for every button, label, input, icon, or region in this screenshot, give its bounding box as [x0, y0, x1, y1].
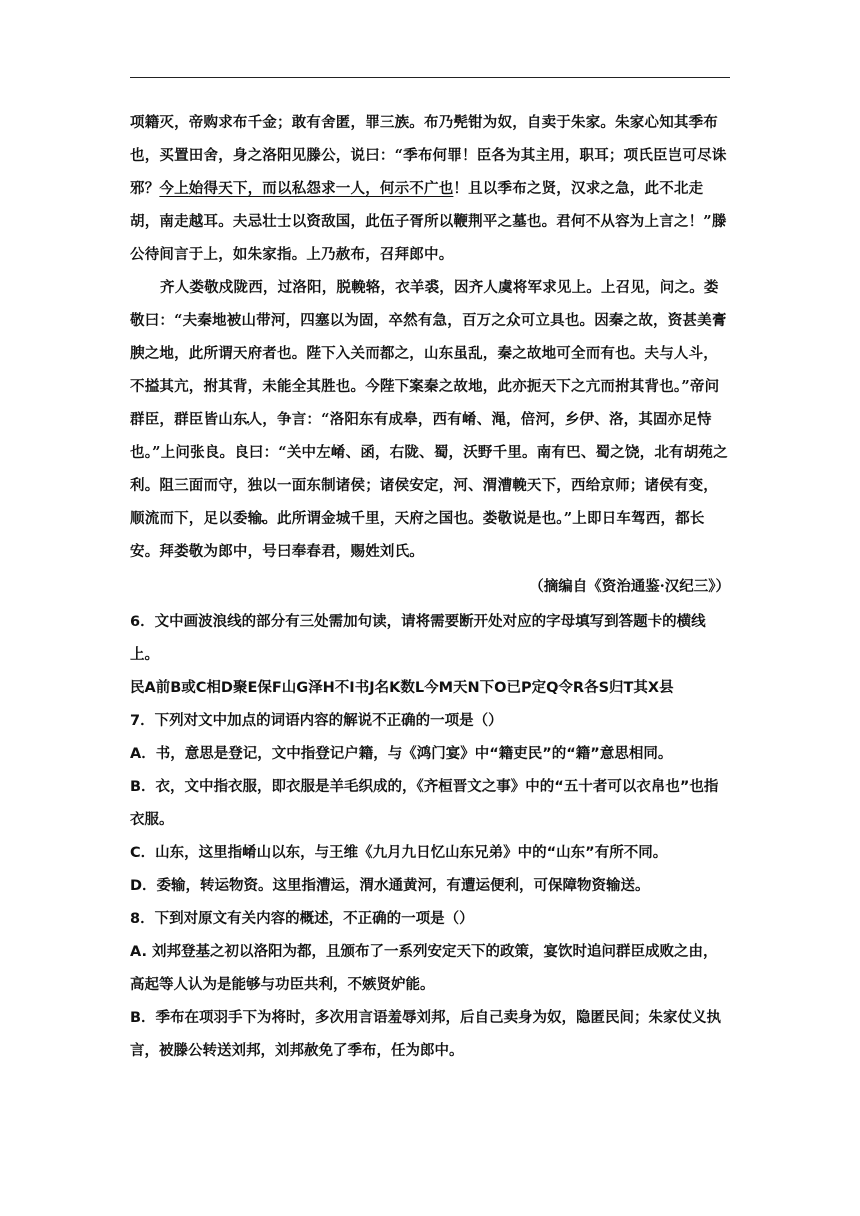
question-6: 6．文中画波浪线的部分有三处需加句读，请将需要断开处对应的字母填写到答题卡的横线上。: [130, 614, 706, 663]
passage-text: 项籍灭，帝购求布千金；敢有舍匿，罪三族。布乃髡钳为奴，自卖于朱家。朱家心知其季布也，买置田舍，身之洛阳见滕公，说曰：“季布何罪！臣各为其主用，职耳；项氏臣岂可尽诛邪？: [130, 114, 727, 197]
passage-text: 齐人娄敬戍陇西，过洛阳，脱輓辂，: [160, 279, 396, 296]
passage-paragraph-2: [130, 271, 730, 568]
document-body: [130, 106, 730, 1068]
question-7-option-d: D．委输，转运物资。这里指漕运，渭水通黄河，有遭运便利，可保障物资输送。: [130, 878, 650, 894]
wavy-underlined-text: 今上始得天下，而以私怨求一人，何示不广也: [159, 180, 454, 197]
dotted-word-weishu: 委输 ·: [233, 510, 262, 527]
dotted-word-yi: 衣 ·: [395, 279, 410, 296]
question-8-option-a: A. 刘邦登基之初以洛阳为都，且颁布了一系列安定天下的政策，宴饮时追问群臣成败之由，高起等人认为是能够与功臣共利，不嫉贤妒能。: [130, 944, 718, 993]
passage-text: ！且以季布之贤，汉求之急，此不北走胡，南走越耳。夫忌壮士以资敌国，此伍子胥所以鞭荆平之墓也。君何不从容为上言之！”滕公待间言于上，如朱家指。上乃赦布，召拜郎中。: [130, 180, 727, 263]
question-6-options: 民A前B或C相D聚E保F山G泽H不I书J名K数L今M天N下O已P定Q令R各S归T其X县: [130, 680, 674, 696]
dotted-word-shandong: 山东 ·: [218, 411, 247, 428]
question-8: 8．下到对原文有关内容的概述，不正确的一项是（）: [130, 911, 474, 927]
passage-paragraph-1: [130, 106, 730, 271]
passage-text: 羊裘，因齐人虞将军求见上。上召见，问之。娄敬曰：“夫秦地被山带河，四塞以为固，卒然有急，百万之众可立具也。因秦之故，资甚美膏腴之地，此所谓天府者也。陛下入关而都之，山东虽乱，秦之故地可全而有也。夫与人斗，不搤其亢，拊其背，未能全其胜也。今陛下案秦之故地，此亦扼天下之亢而拊其背也。”帝问群臣，群臣皆: [130, 279, 727, 428]
passage-text: 。此所谓金城千里，天府之国也。娄敬说是也。”上即日车驾西，都长安。拜娄敬为郎中，号曰奉春君，赐姓刘氏。: [130, 510, 705, 560]
question-7-option-b: B．衣，文中指衣服，即衣服是羊毛织成的，《齐桓晋文之事》中的“五十者可以衣帛也”也指衣服。: [130, 779, 719, 828]
question-8-option-b: B．季布在项羽手下为将时，多次用言语羞辱刘邦，后自己卖身为奴，隐匿民间；朱家仗义执言，被滕公转送刘邦，刘邦赦免了季布，任为郎中。: [130, 1010, 722, 1059]
question-7-option-c: C．山东，这里指崤山以东，与王维《九月九日忆山东兄弟》中的“山东”有所不同。: [130, 845, 668, 861]
question-7-option-a: A．书，意思是登记，文中指登记户籍，与《鸿门宴》中“籍吏民”的“籍”意思相同。: [130, 746, 673, 762]
source-citation: （摘编自《资治通鉴·汉纪三》）: [529, 578, 730, 595]
header-rule: [130, 77, 730, 78]
question-7: 7．下列对文中加点的词语内容的解说不正确的一项是（）: [130, 713, 503, 729]
passage-text: 人，争言：“洛阳东有成皋，西有崤、渑，倍河，乡伊、洛，其固亦足恃也。”上问张良。良曰：“关中左崤、函，右陇、蜀，沃野千里。南有巴、蜀之饶，北有胡苑之利。阻三面而守，独以一面东制诸侯；诸侯安定，河、渭漕輓天下，西给京师；诸侯有变，顺流而下，足以: [130, 411, 728, 527]
